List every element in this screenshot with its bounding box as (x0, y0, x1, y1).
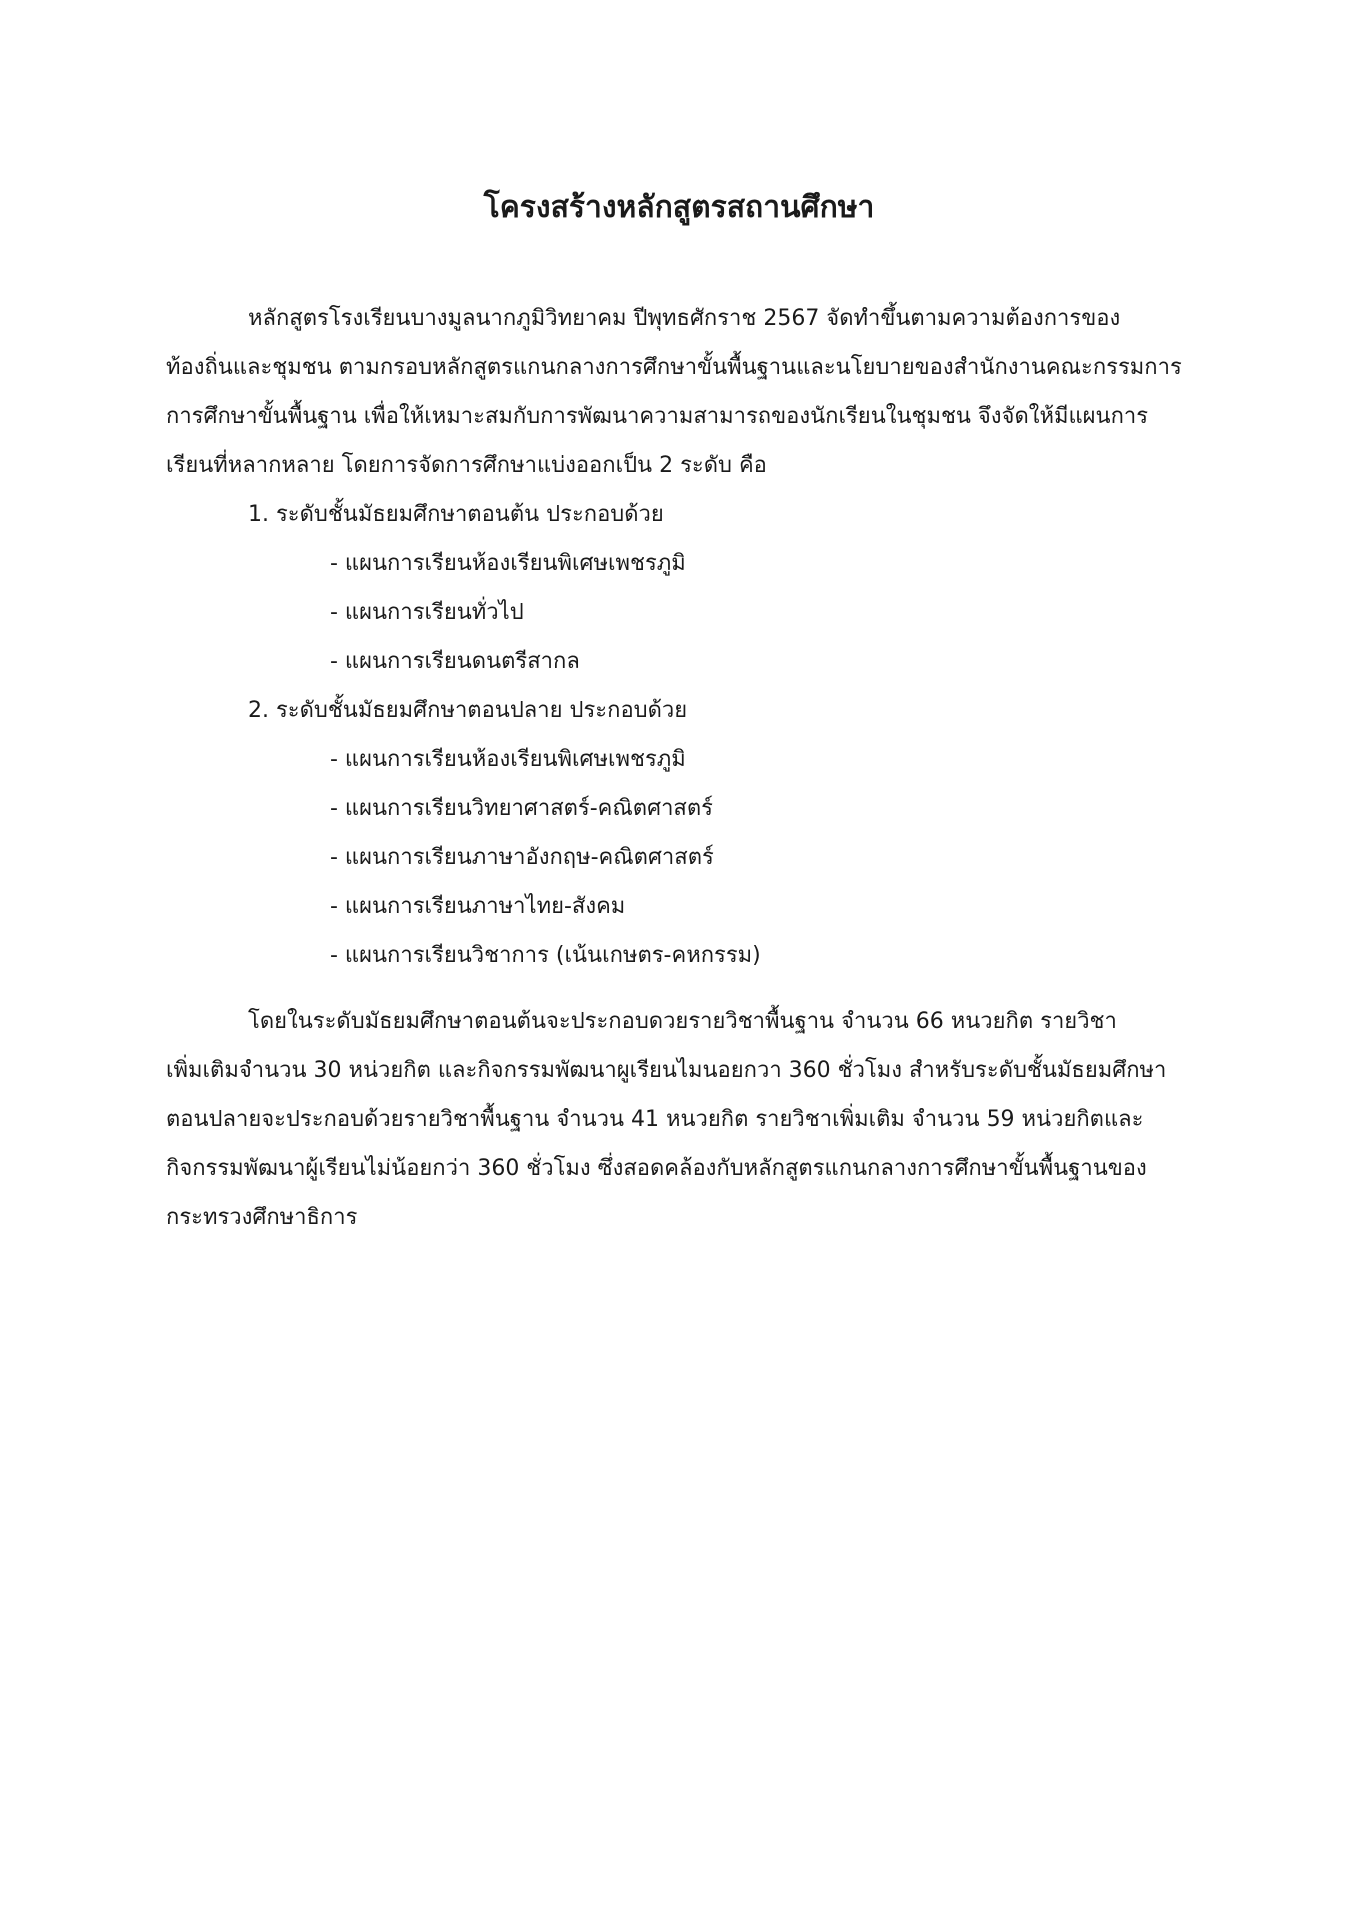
program-item: - แผนการเรียนดนตรีสากล (330, 649, 580, 674)
summary-line-3: ตอนปลายจะประกอบด้วยรายวิชาพื้นฐาน จำนวน 41 หนวยกิต รายวิชาเพิ่มเติม จำนวน 59 หน่วยกิตและ (166, 1107, 1144, 1132)
level-heading-upper-secondary: 2. ระดับชั้นมัธยมศึกษาตอนปลาย ประกอบด้วย (248, 698, 688, 723)
intro-line-2: ท้องถิ่นและชุมชน ตามกรอบหลักสูตรแกนกลางการศึกษาขั้นพื้นฐานและนโยบายของสำนักงานคณะกรรมการ (166, 355, 1182, 380)
intro-line-3: การศึกษาขั้นพื้นฐาน เพื่อให้เหมาะสมกับการพัฒนาความสามารถของนักเรียนในชุมชน จึงจัดให้มีแผนการ (166, 404, 1149, 429)
summary-line-5: กระทรวงศึกษาธิการ (166, 1205, 358, 1230)
program-item: - แผนการเรียนวิชาการ (เน้นเกษตร-คหกรรม) (330, 943, 761, 968)
program-item: - แผนการเรียนห้องเรียนพิเศษเพชรภูมิ (330, 747, 686, 772)
program-item: - แผนการเรียนทั่วไป (330, 600, 524, 625)
intro-line-1: หลักสูตรโรงเรียนบางมูลนากภูมิวิทยาคม ปีพุทธศักราช 2567 จัดทำขึ้นตามความต้องการของ (248, 306, 1121, 331)
summary-line-2: เพิ่มเติมจำนวน 30 หน่วยกิต และกิจกรรมพัฒนาผูเรียนไมนอยกวา 360 ชั่วโมง สำหรับระดับชั้นมัธยมศึกษา (166, 1058, 1167, 1083)
program-item: - แผนการเรียนวิทยาศาสตร์-คณิตศาสตร์ (330, 796, 713, 821)
program-item: - แผนการเรียนห้องเรียนพิเศษเพชรภูมิ (330, 551, 686, 576)
level-heading-lower-secondary: 1. ระดับชั้นมัธยมศึกษาตอนต้น ประกอบด้วย (248, 502, 664, 527)
document-title: โครงสร้างหลักสูตรสถานศึกษา (483, 190, 875, 225)
summary-line-1: โดยในระดับมัธยมศึกษาตอนต้นจะประกอบดวยรายวิชาพื้นฐาน จำนวน 66 หนวยกิต รายวิชา (248, 1009, 1117, 1034)
intro-line-4: เรียนที่หลากหลาย โดยการจัดการศึกษาแบ่งออกเป็น 2 ระดับ คือ (166, 453, 767, 478)
program-item: - แผนการเรียนภาษาอังกฤษ-คณิตศาสตร์ (330, 845, 714, 870)
program-item: - แผนการเรียนภาษาไทย-สังคม (330, 894, 626, 919)
summary-line-4: กิจกรรมพัฒนาผู้เรียนไม่น้อยกว่า 360 ชั่วโมง ซึ่งสอดคล้องกับหลักสูตรแกนกลางการศึกษาขั้นพื้นฐานของ (166, 1156, 1147, 1181)
